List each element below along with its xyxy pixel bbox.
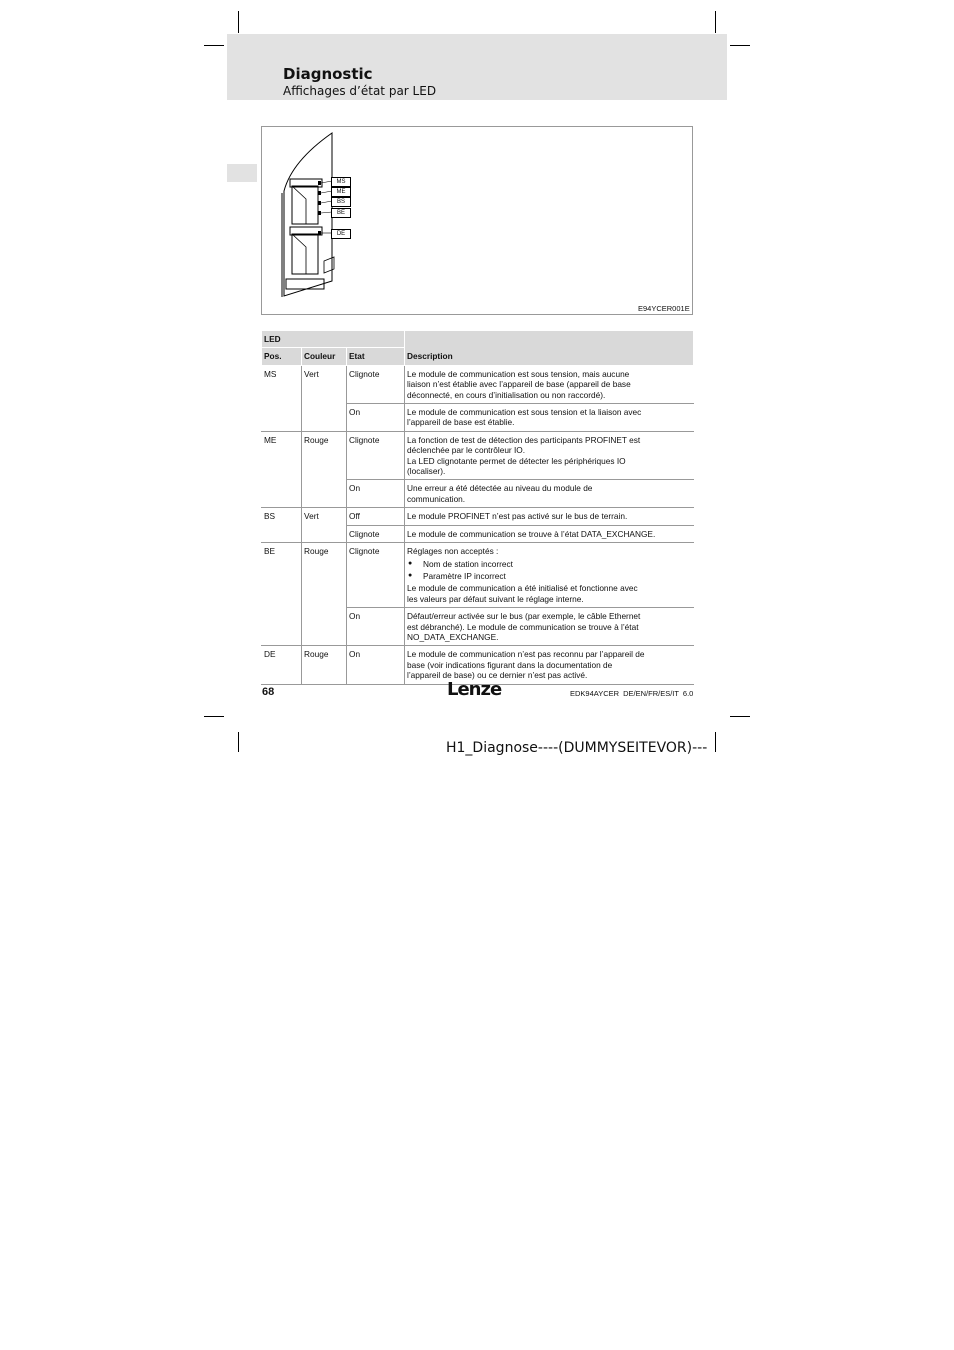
led-color: Vert [302, 508, 347, 543]
led-description [405, 508, 694, 525]
led-position: BS [262, 508, 302, 543]
description-line: communication. [407, 493, 466, 504]
led-description [405, 608, 694, 646]
led-state: Clignote [347, 431, 405, 480]
led-description [405, 404, 694, 432]
description-line: Le module de communication n’est pas reconnu par l’appareil de [407, 649, 645, 660]
led-position: BE [262, 543, 302, 646]
led-label-ms: MS [331, 177, 351, 187]
led-state: Clignote [347, 365, 405, 403]
figure-code: E94YCER001E [638, 304, 690, 313]
description-line: Une erreur a été détectée au niveau du module de [407, 483, 593, 494]
led-description [405, 480, 694, 508]
led-state: On [347, 480, 405, 508]
description-line: Le module PROFINET n’est pas activé sur le bus de terrain. [407, 511, 628, 522]
led-color: Vert [302, 365, 347, 431]
table-row [262, 543, 694, 608]
footer-label: H1_Diagnose----(DUMMYSEITEVOR)--- [446, 740, 708, 756]
led-position: ME [262, 431, 302, 507]
description-line: Défaut/erreur activée sur le bus (par exemple, le câble Ethernet [407, 611, 641, 622]
led-color: Rouge [302, 646, 347, 684]
led-color: Rouge [302, 543, 347, 646]
description-line: base (voir indications figurant dans la documentation de [407, 659, 613, 670]
crop-mark [204, 716, 224, 717]
led-state: On [347, 608, 405, 646]
led-description [405, 431, 694, 480]
description-line: est débranché). Le module de communication se trouve à l’état [407, 621, 639, 632]
description-line: les valeurs par défaut suivant le réglage interne. [407, 593, 584, 604]
lenze-logo: Lenze [447, 679, 502, 700]
page-number: 68 [262, 686, 275, 698]
led-description [405, 525, 694, 542]
crop-mark [715, 732, 716, 752]
description-header: Description [405, 331, 694, 366]
led-state: Off [347, 508, 405, 525]
description-line: déclenchée par le contrôleur IO. [407, 445, 526, 456]
description-line: La LED clignotante permet de détecter les périphériques IO [407, 455, 626, 466]
led-state: Clignote [347, 543, 405, 608]
color-header: Couleur [302, 348, 347, 365]
description-line: Le module de communication est sous tension, mais aucune [407, 368, 630, 379]
description-line: NO_DATA_EXCHANGE. [407, 631, 499, 642]
led-state: On [347, 404, 405, 432]
crop-mark [204, 45, 224, 46]
table-row [262, 365, 694, 403]
crop-mark [730, 716, 750, 717]
led-description [405, 365, 694, 403]
description-line: l’appareil de base est établie. [407, 417, 515, 428]
description-line: Le module de communication a été initialisé et fonctionne avec [407, 583, 638, 594]
figure-frame [261, 126, 693, 315]
led-position: DE [262, 646, 302, 684]
led-group-header: LED [262, 331, 405, 348]
crop-mark [730, 45, 750, 46]
description-line: Le module de communication est sous tension et la liaison avec [407, 407, 642, 418]
crop-mark [238, 732, 239, 752]
state-header: Etat [347, 348, 405, 365]
table-row [262, 508, 694, 525]
led-state: Clignote [347, 525, 405, 542]
led-label-bs: BS [331, 197, 351, 207]
description-line: liaison n’est établie avec l’appareil de base (appareil de base [407, 379, 631, 390]
led-state: On [347, 646, 405, 684]
description-bullet: ● Paramètre IP incorrect [407, 571, 691, 581]
led-table [261, 330, 694, 685]
description-line: l’appareil de base) ou ce dernier n’est pas activé. [407, 670, 588, 681]
description-bullet: ● Nom de station incorrect [407, 559, 691, 569]
description-line: Le module de communication se trouve à l’état DATA_EXCHANGE. [407, 528, 656, 539]
led-description [405, 543, 694, 608]
led-label-me: ME [331, 187, 351, 197]
led-label-de: DE [331, 229, 351, 239]
page-subtitle: Affichages d’état par LED [283, 84, 437, 98]
document-reference: EDK94AYCER DE/EN/FR/ES/IT 6.0 [570, 689, 694, 698]
led-label-be: BE [331, 208, 351, 218]
description-line: (localiser). [407, 466, 446, 477]
description-intro: Réglages non acceptés : [407, 546, 499, 557]
page-title: Diagnostic [283, 65, 373, 83]
table-row [262, 431, 694, 480]
description-line: déconnecté, en cours d’initialisation ou non raccordé). [407, 389, 606, 400]
section-tab [227, 164, 257, 182]
crop-mark [238, 11, 239, 33]
description-line: La fonction de test de détection des participants PROFINET est [407, 434, 641, 445]
crop-mark [715, 11, 716, 33]
led-position: MS [262, 365, 302, 431]
pos-header: Pos. [262, 348, 302, 365]
led-color: Rouge [302, 431, 347, 507]
